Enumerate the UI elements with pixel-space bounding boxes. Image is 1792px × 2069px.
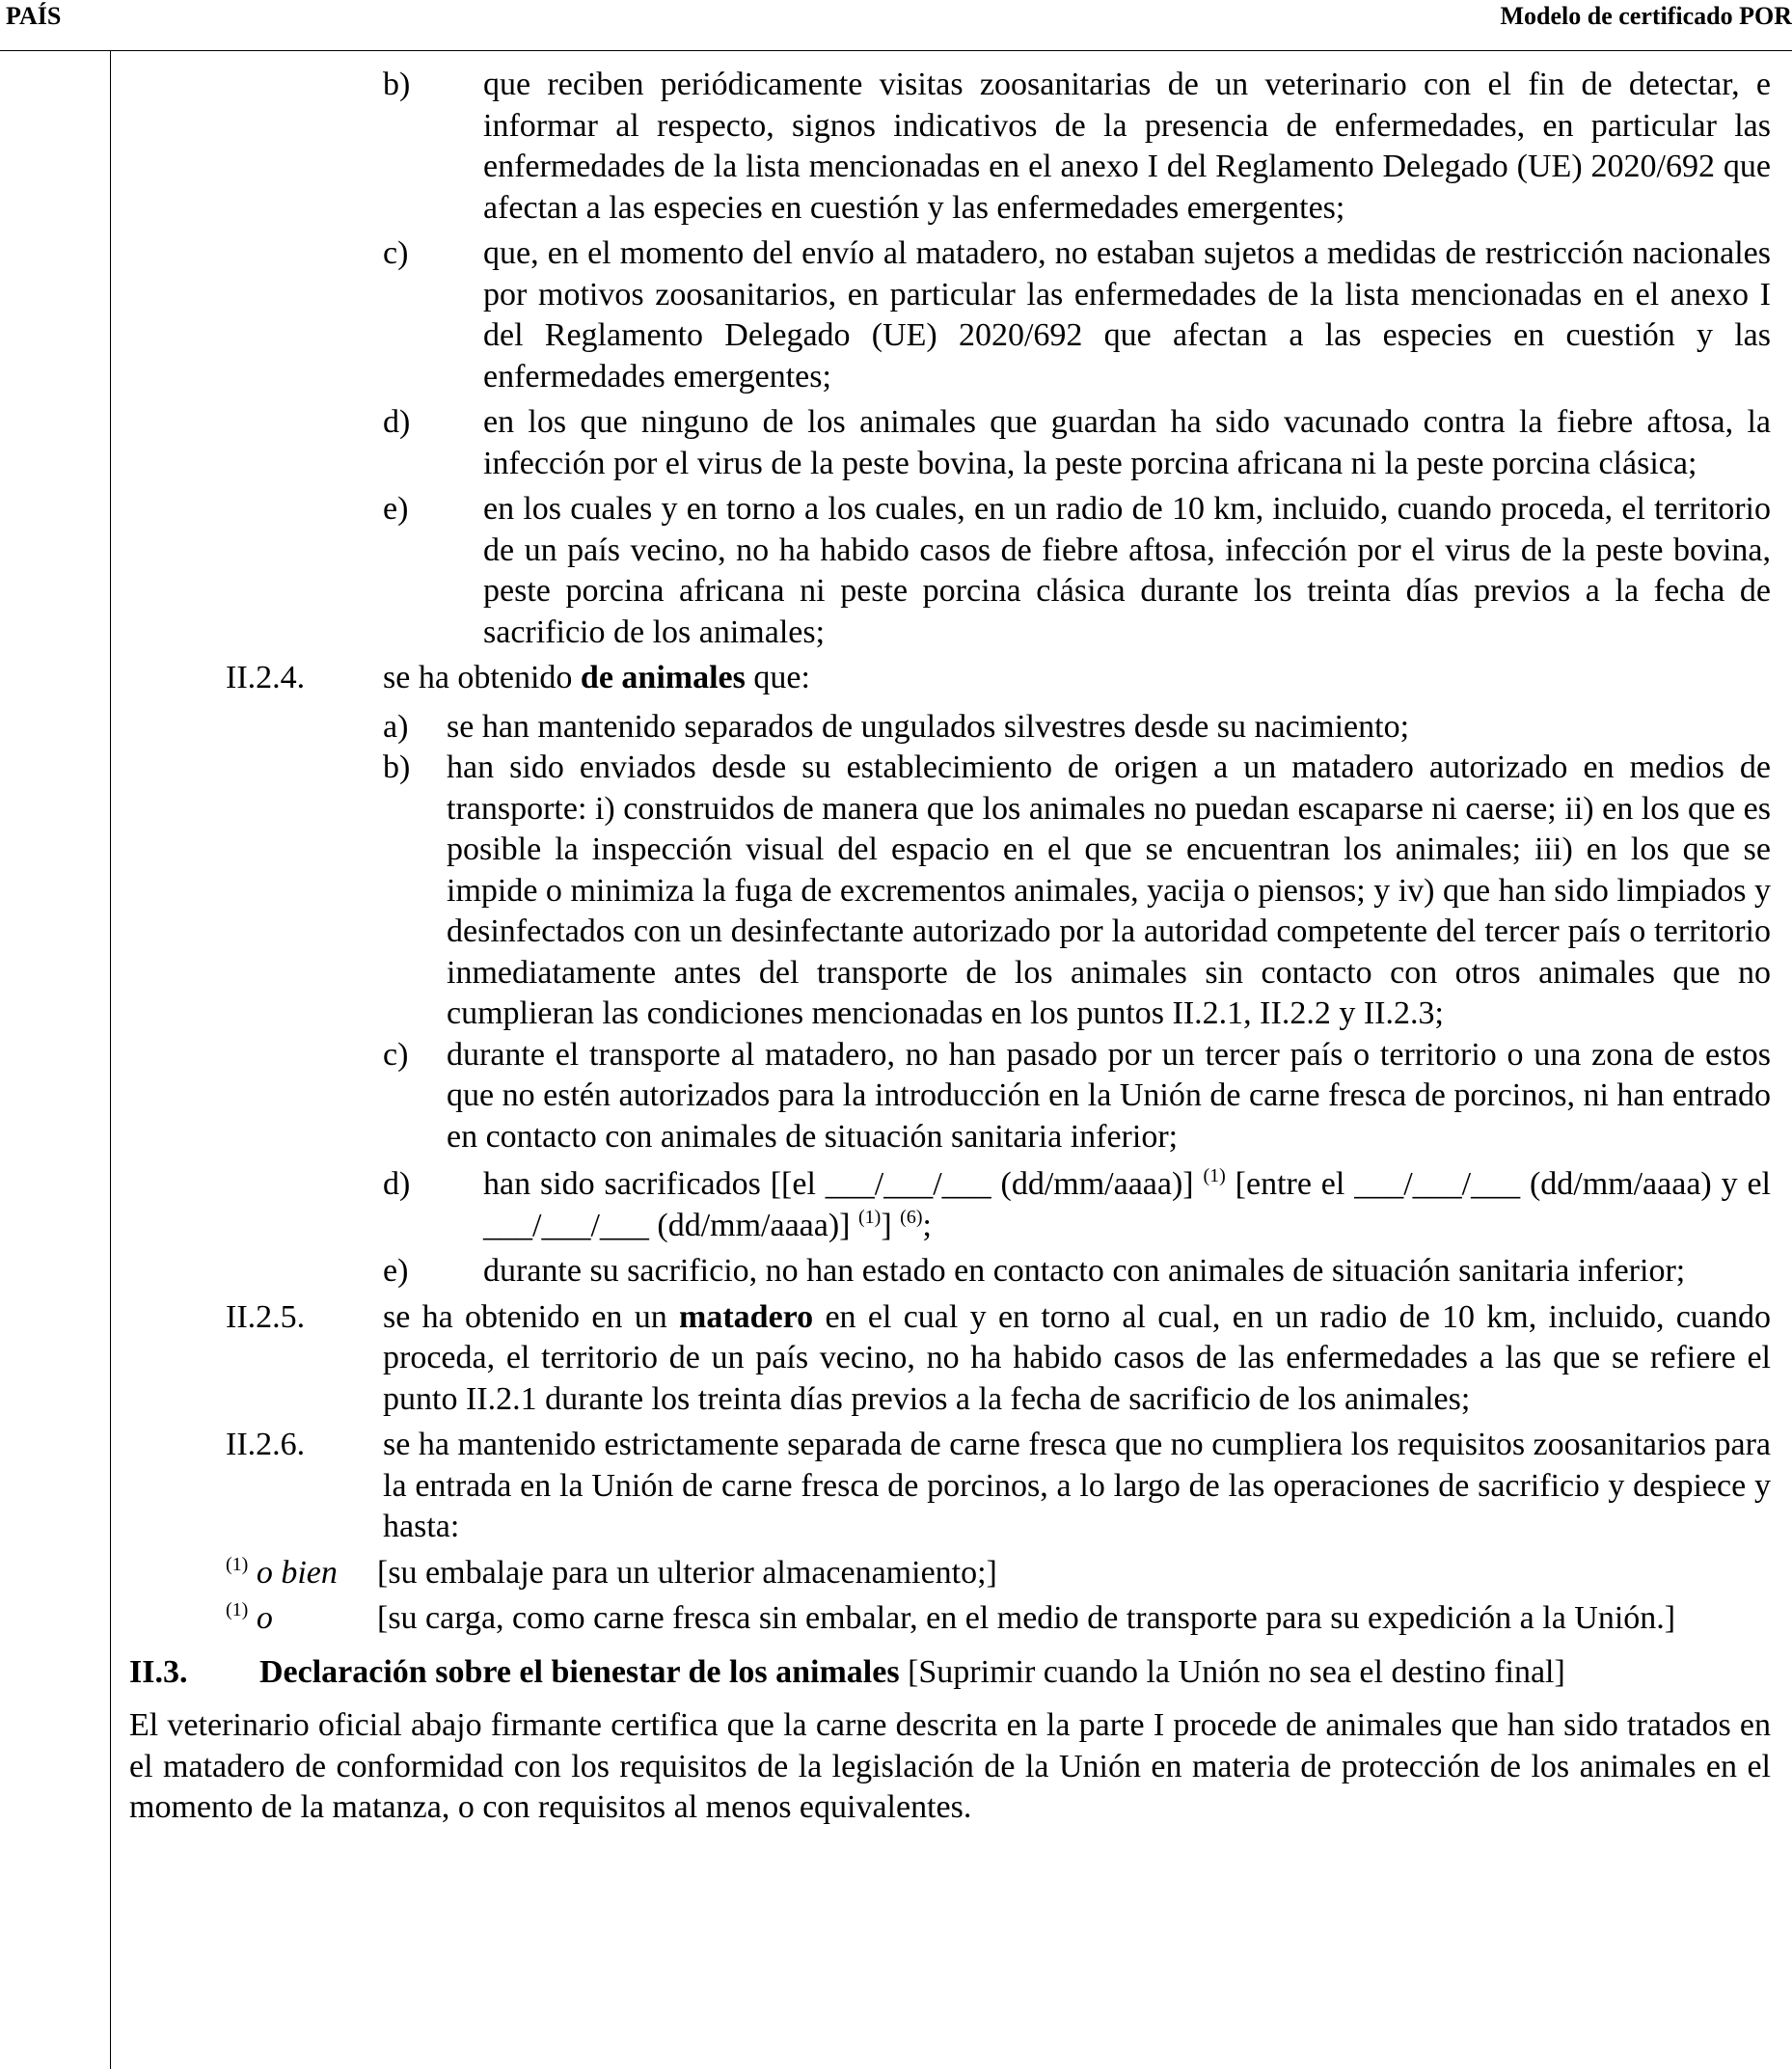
item-2-3-d xyxy=(129,402,1771,484)
item-2-3-c xyxy=(129,233,1771,397)
item-letter: a) xyxy=(383,708,409,745)
footnote-ref: (1) xyxy=(226,1553,249,1575)
section-intro: se ha obtenido de animales que: xyxy=(383,660,810,695)
header-model: Modelo de certificado POR xyxy=(1500,2,1792,30)
section-2-3 xyxy=(129,1652,1771,1694)
item-letter: c) xyxy=(383,1036,409,1073)
section-heading xyxy=(259,1652,1771,1694)
bold-term: matadero xyxy=(679,1298,814,1335)
header-country: PAÍS xyxy=(6,2,62,30)
section-text: se ha mantenido estrictamente separada de carne fresca que no cumpliera los requisitos zoosanitarios para la entrada en la Unión de carne fresca de porcinos, a lo largo de las operaciones de sacrificio y despiece y hasta: xyxy=(383,1427,1771,1544)
paragraph-text: El veterinario oficial abajo firmante certifica que la carne descrita en la parte I procede de animales que han sido tratados en el matadero de conformidad con los requisitos de la legislación de la Unión en materia de protección de los animales en el momento de la matanza, o con requisitos al menos equivalentes. xyxy=(129,1707,1771,1825)
option-label: $^{(1)}$ o xyxy=(226,1599,273,1636)
footnote-ref: (6) xyxy=(900,1206,923,1228)
item-letter: b) xyxy=(383,749,411,785)
item-text: que reciben periódicamente visitas zoosanitarias de un veterinario con el fin de detectar, e informar al respecto, signos indicativos de la presencia de enfermedades, en particular las enfermedades de la lista mencionadas en el anexo I del Reglamento Delegado (UE) 2020/692 que afectan a las especies en cuestión y las enfermedades emergentes; xyxy=(483,67,1771,226)
item-text: durante el transporte al matadero, no han pasado por un tercer país o territorio o una zona de estos que no estén autorizados para la introducción en la Unión de carne fresca de porcinos, ni han entrado en contacto con animales de situación sanitaria inferior; xyxy=(447,1036,1771,1155)
welfare-paragraph xyxy=(129,1705,1771,1829)
option-text: [su embalaje para un ulterior almacenamiento;] xyxy=(377,1554,997,1591)
item-letter: e) xyxy=(383,491,409,527)
footnote-ref: (1) xyxy=(226,1599,249,1620)
section-note: [Suprimir cuando la Unión no sea el destino final] xyxy=(899,1653,1565,1690)
section-number: II.2.5. xyxy=(226,1298,306,1335)
certificate-frame xyxy=(0,50,1792,2069)
item-letter: d) xyxy=(383,1166,411,1202)
item-text: se han mantenido separados de ungulados silvestres desde su nacimiento; xyxy=(447,708,1410,745)
item-text: en los que ninguno de los animales que guardan ha sido vacunado contra la fiebre aftosa, la infección por el virus de la peste bovina, la peste porcina africana ni la peste porcina clásica; xyxy=(483,404,1771,481)
section-2-2-5 xyxy=(129,1297,1771,1421)
item-2-3-e xyxy=(129,489,1771,653)
item-letter: e) xyxy=(383,1253,409,1289)
option-text: [su carga, como carne fresca sin embalar, en el medio de transporte para su expedición a la Unión.] xyxy=(377,1600,1676,1636)
item-2-4-e xyxy=(129,1251,1771,1293)
section-2-2-6 xyxy=(129,1425,1771,1548)
item-text: durante su sacrificio, no han estado en contacto con animales de situación sanitaria inferior; xyxy=(483,1253,1686,1289)
option-packaging xyxy=(129,1553,1771,1594)
item-2-3-b xyxy=(129,65,1771,229)
item-2-4-d xyxy=(129,1164,1771,1246)
item-text: han sido enviados desde su establecimiento de origen a un matadero autorizado en medios de transporte: i) construidos de manera que los animales no puedan escaparse ni caerse; ii) en los que es posible la inspección visual del espacio en el que se encuentran los animales; iii) en los que se impide o minimiza la fuga de excrementos animales, yacija o piensos; y iv) que han sido limpiados y desinfectados con un desinfectante autorizado por la autoridad competente del tercer país o territorio inmediatamente antes del transporte de los animales sin contacto con otros animales que no cumplieran las condiciones mencionadas en los puntos II.2.1, II.2.2 y II.2.3; xyxy=(447,749,1771,1031)
option-loading xyxy=(129,1598,1771,1640)
item-2-4-c xyxy=(129,1035,1771,1158)
item-2-4-a xyxy=(129,707,1771,749)
section-number: II.3. xyxy=(129,1653,188,1690)
bold-term: de animales xyxy=(580,660,746,695)
item-text: en los cuales y en torno a los cuales, en un radio de 10 km, incluido, cuando proceda, el territorio de un país vecino, no ha habido casos de fiebre aftosa, infección por el virus de la peste bovina, peste porcina africana ni peste porcina clásica durante los treinta días previos a la fecha de sacrificio de los animales; xyxy=(483,491,1771,650)
item-letter: c) xyxy=(383,235,409,271)
section-number: II.2.4. xyxy=(226,660,306,695)
item-text: que, en el momento del envío al matadero, no estaban sujetos a medidas de restricción nacionales por motivos zoosanitarios, en particular las enfermedades de la lista mencionadas en el anexo I del Reglamento Delegado (UE) 2020/692 que afectan a las especies en cuestión y las enfermedades emergentes; xyxy=(483,235,1771,395)
item-letter: b) xyxy=(383,67,411,102)
option-label: $^{(1)}$ o bien xyxy=(226,1553,338,1591)
footnote-ref: (1) xyxy=(858,1206,882,1228)
section-2-2-4 xyxy=(129,658,1771,699)
certificate-body xyxy=(129,51,1771,1829)
item-2-4-b xyxy=(129,748,1771,1035)
section-number: II.2.6. xyxy=(226,1427,306,1462)
item-text: han sido sacrificados [[el ___/___/___ (dd/mm/aaaa)] $^{(1)}$ [entre el ___/___/___ (dd/mm/aaaa) y el ___/___/___ (dd/mm/aaaa)] $^{(1)}$] $^{(6)}$; xyxy=(483,1165,1771,1243)
margin-line xyxy=(110,51,111,2069)
item-letter: d) xyxy=(383,404,411,440)
section-title: Declaración sobre el bienestar de los animales xyxy=(259,1653,900,1690)
footnote-ref: (1) xyxy=(1203,1165,1226,1186)
section-text: se ha obtenido en un matadero en el cual y en torno al cual, en un radio de 10 km, incluido, cuando proceda, el territorio de un país vecino, no ha habido casos de las enfermedades a las que se refiere el punto II.2.1 durante los treinta días previos a la fecha de sacrificio de los animales; xyxy=(383,1298,1771,1417)
